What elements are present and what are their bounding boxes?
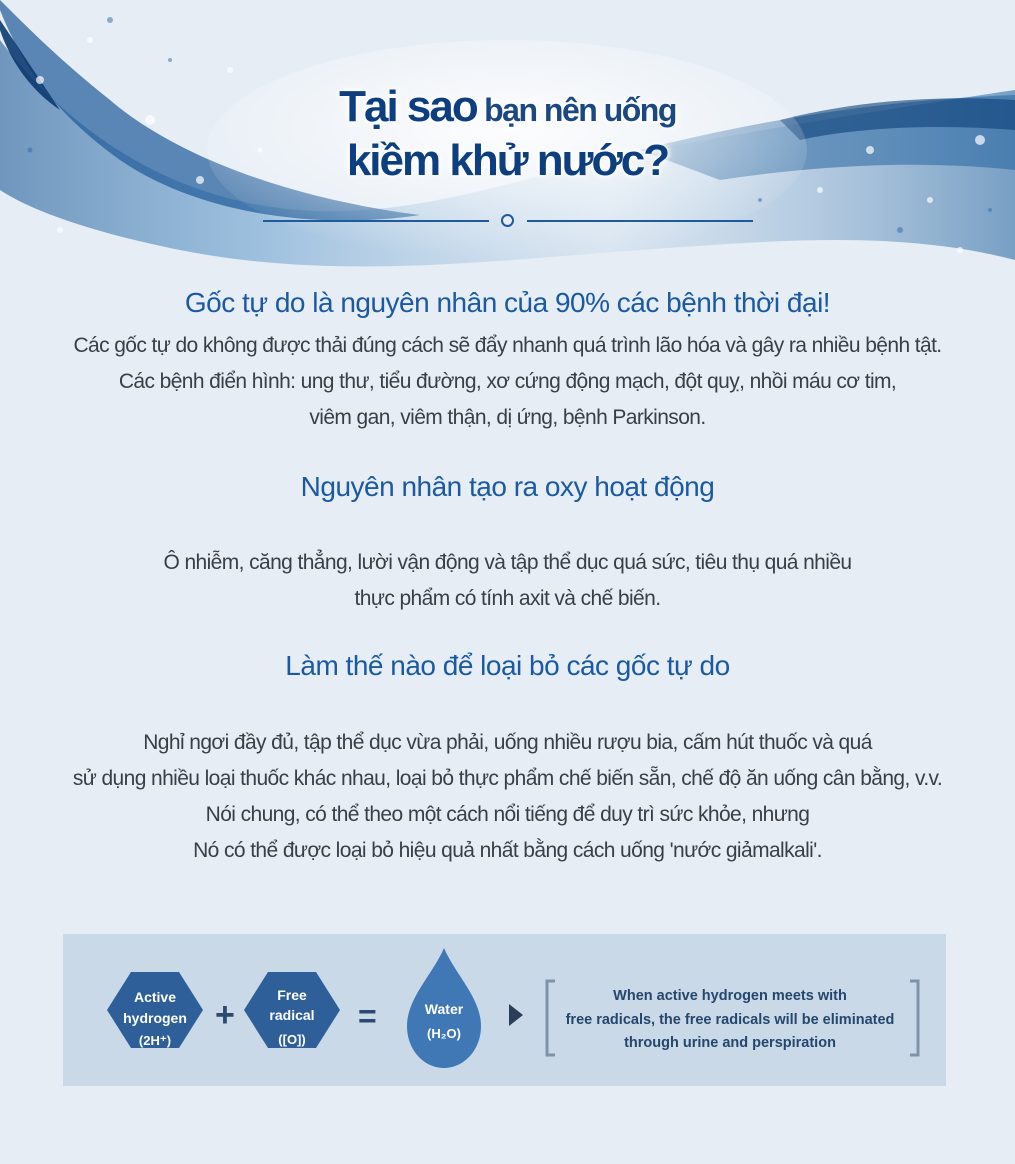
- section-heading-remove-free-radicals: Làm thế nào để loại bỏ các gốc tự do: [285, 650, 730, 681]
- result-line: free radicals, the free radicals will be eliminated: [565, 1012, 895, 1028]
- hexagon-label: (2H⁺): [138, 1033, 172, 1048]
- result-line: When active hydrogen meets with: [613, 988, 847, 1004]
- text-line: sử dụng nhiều loại thuốc khác nhau, loại bỏ thực phẩm chế biến sẵn, chế độ ăn uống cân bằng, v.v.: [72, 767, 943, 790]
- section-text-remove-free-radicals: [0, 725, 1015, 869]
- active-hydrogen-hexagon: [107, 972, 203, 1048]
- section-heading-free-radicals: Gốc tự do là nguyên nhân của 90% các bệnh thời đại!: [184, 287, 831, 318]
- text-line: thực phẩm có tính axit và chế biến.: [354, 587, 661, 610]
- text-line: Nó có thể được loại bỏ hiệu quả nhất bằng cách uống 'nước giảmalkali'.: [193, 839, 822, 862]
- page-title-line-2: kiềm khử nước?: [346, 136, 669, 185]
- hexagon-label: radical: [269, 1007, 315, 1023]
- water-drop-icon: [407, 948, 481, 1068]
- text-line: Các bệnh điển hình: ung thư, tiểu đường, xơ cứng động mạch, đột quỵ, nhồi máu cơ tim,: [118, 370, 897, 393]
- text-line: Ô nhiễm, căng thẳng, lười vận động và tập thể dục quá sức, tiêu thụ quá nhiều: [163, 551, 852, 574]
- section-text-active-oxygen-causes: [0, 545, 1015, 617]
- hexagon-label: Free: [277, 987, 307, 1003]
- title-rest: bạn nên uống: [476, 92, 676, 128]
- equals-sign: =: [358, 998, 377, 1034]
- hexagon-label: Active: [133, 989, 177, 1005]
- text-line: Nghỉ ngơi đầy đủ, tập thể dục vừa phải, uống nhiều rượu bia, cấm hút thuốc và quá: [143, 731, 872, 754]
- title-emphasis: Tại sao: [339, 82, 477, 131]
- divider-circle-icon: [501, 214, 514, 227]
- title-divider: [263, 213, 753, 229]
- text-line: viêm gan, viêm thận, dị ứng, bệnh Parkinson.: [309, 406, 706, 429]
- free-radical-hexagon: [244, 972, 340, 1048]
- section-heading-active-oxygen-causes: Nguyên nhân tạo ra oxy hoạt động: [300, 471, 715, 502]
- right-bracket: [910, 981, 918, 1055]
- left-bracket: [547, 981, 555, 1055]
- text-line: Nói chung, có thể theo một cách nổi tiếng để duy trì sức khỏe, nhưng: [205, 803, 810, 826]
- arrow-right-icon: [509, 1004, 523, 1026]
- water-drop-label: (H₂O): [427, 1026, 461, 1041]
- section-text-free-radicals: [0, 328, 1015, 436]
- hexagon-label: ([O]): [278, 1032, 306, 1047]
- text-line: Các gốc tự do không được thải đúng cách sẽ đẩy nhanh quá trình lão hóa và gây ra nhiều bệnh tật.: [73, 334, 942, 357]
- water-drop-label: Water: [424, 1001, 464, 1017]
- plus-sign: +: [215, 996, 235, 1034]
- result-line: through urine and perspiration: [624, 1035, 836, 1051]
- hexagon-label: hydrogen: [123, 1010, 187, 1026]
- page-title-line-1: [0, 82, 1015, 132]
- reaction-diagram: [63, 934, 946, 1086]
